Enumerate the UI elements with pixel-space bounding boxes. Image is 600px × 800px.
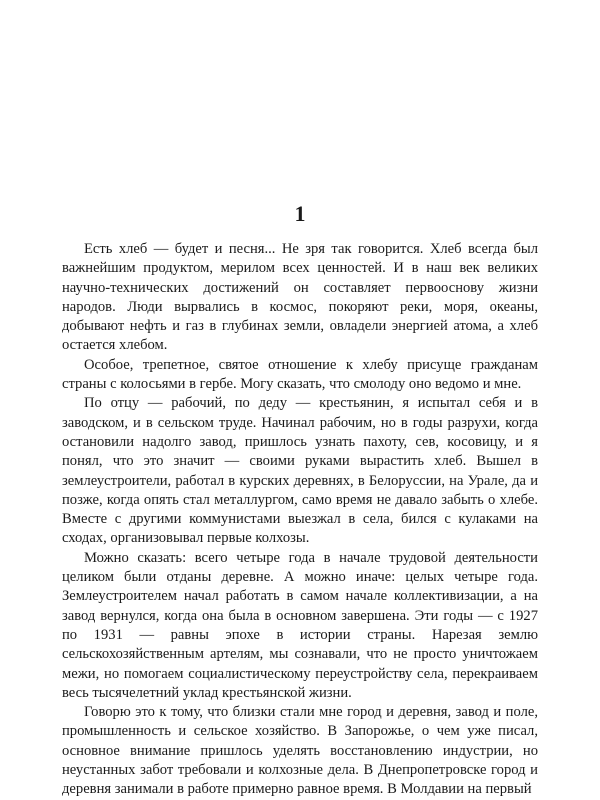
chapter-number: 1: [294, 201, 306, 226]
paragraph-1: Есть хлеб — будет и песня... Не зря так говорится. Хлеб всегда был важнейшим продуктом, мерилом всех ценностей. И в наш век великих научно-технических достижений он составляет первооснову жизни народов. Люди вырвались в космос, покоряют реки, моря, океаны, добывают нефть и газ в глубинах земли, овладели энергией атома, а хлеб остается хлебом.: [62, 241, 538, 354]
paragraph-2: Особое, трепетное, святое отношение к хлебу присуще гражданам страны с колосьями в гербе. Могу сказать, что смолоду оно ведомо и мне.: [62, 356, 538, 393]
body-text: [62, 240, 538, 800]
paragraph-3: По отцу — рабочий, по деду — крестьянин, я испытал себя и в заводском, и в сельском труде. Начинал рабочим, но в годы разрухи, когда остановили надолго завод, пришлось узнать пахоту, сев, косовицу, и я понял, что это значит — своими руками вырастить хлеб. Вышел в землеустроители, работал в курских деревнях, в Белоруссии, на Урале, да и позже, когда опять стал металлургом, само время не давало забыть о хлебе. Вместе с другими коммунистами выезжал в села, бился с кулаками на сходах, организовывал первые колхозы.: [62, 395, 538, 547]
paragraph-5: Говорю это к тому, что близки стали мне город и деревня, завод и поле, промышленность и сельское хозяйство. В Запорожье, о чем уже писал, основное внимание пришлось уделять восстановлению индустрии, но неустанных забот требовали и колхозные дела. В Днепропетровске город и деревня занимали в работе примерно равное время. В Молдавии на первый: [62, 704, 538, 798]
paragraph-4: Можно сказать: всего четыре года в начале трудовой деятельности целиком были отданы деревне. А можно иначе: целых четыре года. Землеустроителем начал работать в самом начале коллективизации, а на завод вернулся, когда она была в основном завершена. Эти годы — с 1927 по 1931 — равны эпохе в истории страны. Нарезая землю сельскохозяйственным артелям, мы сознавали, что не просто уничтожаем межи, но помогаем социалистическому переустройству села, перекраиваем весь тысячелетний уклад крестьянской жизни.: [62, 549, 538, 701]
